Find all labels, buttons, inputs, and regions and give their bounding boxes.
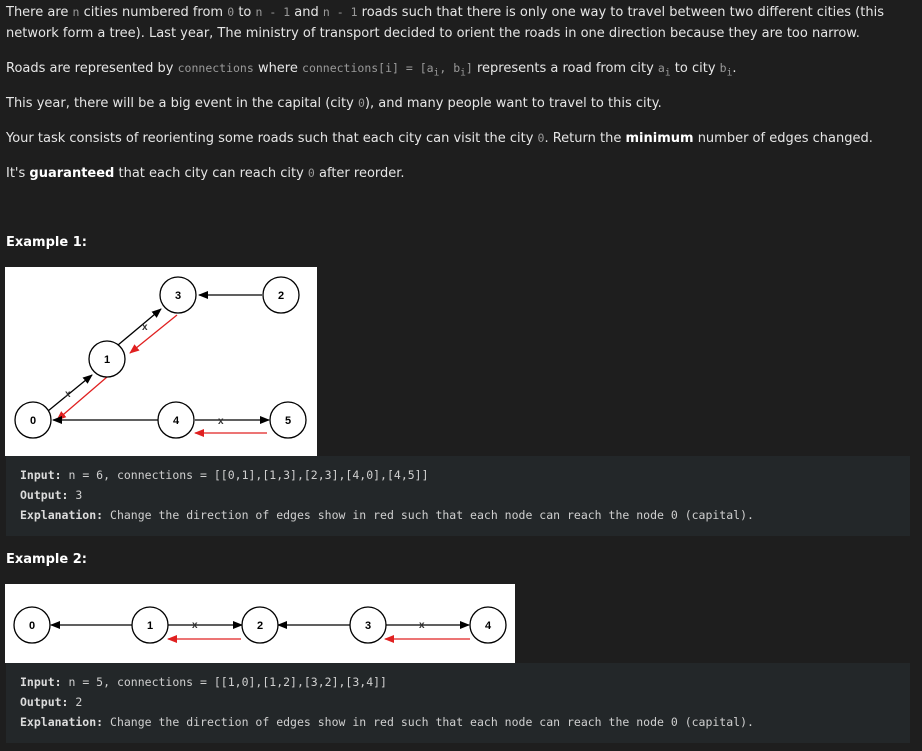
node-0 bbox=[14, 607, 50, 643]
problem-paragraph-4: Your task consists of reorienting some roads such that each city can visit the city 0. Return the minimum number of edges changed. bbox=[6, 131, 873, 146]
example-2-graph bbox=[5, 584, 515, 663]
svg-text:0: 0 bbox=[29, 415, 37, 427]
bold-text: minimum bbox=[625, 131, 694, 146]
node-3 bbox=[160, 277, 196, 313]
example-2-heading: Example 2: bbox=[6, 552, 87, 567]
svg-text:2: 2 bbox=[256, 620, 264, 632]
example-2-code-block bbox=[6, 663, 910, 743]
problem-paragraph-1-line2: network form a tree). Last year, The ministry of transport decided to orient the roads in one direction because they are too narrow. bbox=[6, 26, 860, 41]
example-1-graph-image bbox=[5, 267, 317, 456]
inline-code: 0 bbox=[227, 5, 235, 19]
edge-1-3 bbox=[118, 309, 161, 345]
example-2-explanation: Explanation: Change the direction of edges show in red such that each node can reach the node 0 (capital). bbox=[20, 715, 754, 729]
inline-code: n - 1 bbox=[255, 5, 291, 19]
inline-code: connections bbox=[177, 61, 254, 75]
node-0 bbox=[15, 402, 51, 438]
inline-code: n bbox=[72, 5, 80, 19]
inline-code: connections[i] = [$a_i$, $b_i$] bbox=[302, 61, 473, 79]
example-1-code-block bbox=[6, 456, 910, 536]
bold-text: guaranteed bbox=[29, 166, 115, 181]
edge-reversed-3-1 bbox=[130, 315, 177, 353]
x-mark: x bbox=[419, 620, 425, 631]
svg-text:0: 0 bbox=[28, 620, 36, 632]
example-2-output: Output: 2 bbox=[20, 695, 83, 709]
node-4 bbox=[158, 402, 194, 438]
node-1 bbox=[132, 607, 168, 643]
svg-text:4: 4 bbox=[172, 415, 180, 427]
example-1-heading: Example 1: bbox=[6, 235, 87, 250]
inline-code: 0 bbox=[307, 166, 315, 180]
problem-paragraph-5: It's guaranteed that each city can reach city 0 after reorder. bbox=[6, 166, 405, 181]
example-2-input: Input: n = 5, connections = [[1,0],[1,2],[3,2],[3,4]] bbox=[20, 675, 387, 689]
x-mark: x bbox=[65, 389, 71, 400]
node-4 bbox=[470, 607, 506, 643]
svg-text:2: 2 bbox=[277, 290, 285, 302]
x-mark: x bbox=[142, 322, 148, 333]
svg-text:1: 1 bbox=[103, 354, 111, 366]
problem-paragraph-3: This year, there will be a big event in the capital (city 0), and many people want to travel to this city. bbox=[6, 96, 662, 111]
svg-text:1: 1 bbox=[146, 620, 154, 632]
svg-text:4: 4 bbox=[484, 620, 492, 632]
inline-code: 0 bbox=[537, 131, 545, 145]
inline-code: 0 bbox=[357, 96, 365, 110]
example-1-output: Output: 3 bbox=[20, 488, 83, 502]
svg-text:3: 3 bbox=[174, 290, 182, 302]
node-2 bbox=[242, 607, 278, 643]
node-1 bbox=[89, 341, 125, 377]
svg-text:3: 3 bbox=[364, 620, 372, 632]
inline-code: $b_i$ bbox=[719, 61, 733, 79]
node-5 bbox=[270, 402, 306, 438]
x-mark: x bbox=[192, 620, 198, 631]
example-2-graph-image bbox=[5, 584, 515, 663]
node-3 bbox=[350, 607, 386, 643]
inline-code: n - 1 bbox=[322, 5, 358, 19]
example-1-graph bbox=[5, 267, 317, 456]
example-1-explanation: Explanation: Change the direction of edges show in red such that each node can reach the node 0 (capital). bbox=[20, 508, 754, 522]
problem-paragraph-2: Roads are represented by connections where connections[i] = [$a_i$, $b_i$] represents a road from city $a_i$ to city $b_i$. bbox=[6, 61, 737, 79]
node-2 bbox=[263, 277, 299, 313]
example-1-input: Input: n = 6, connections = [[0,1],[1,3],[2,3],[4,0],[4,5]] bbox=[20, 468, 429, 482]
problem-paragraph-1: There are n cities numbered from 0 to n - 1 and n - 1 roads such that there is only one way to travel between two different cities (this bbox=[6, 5, 884, 20]
svg-text:5: 5 bbox=[284, 415, 292, 427]
inline-code: $a_i$ bbox=[657, 61, 671, 79]
x-mark: x bbox=[218, 416, 224, 427]
